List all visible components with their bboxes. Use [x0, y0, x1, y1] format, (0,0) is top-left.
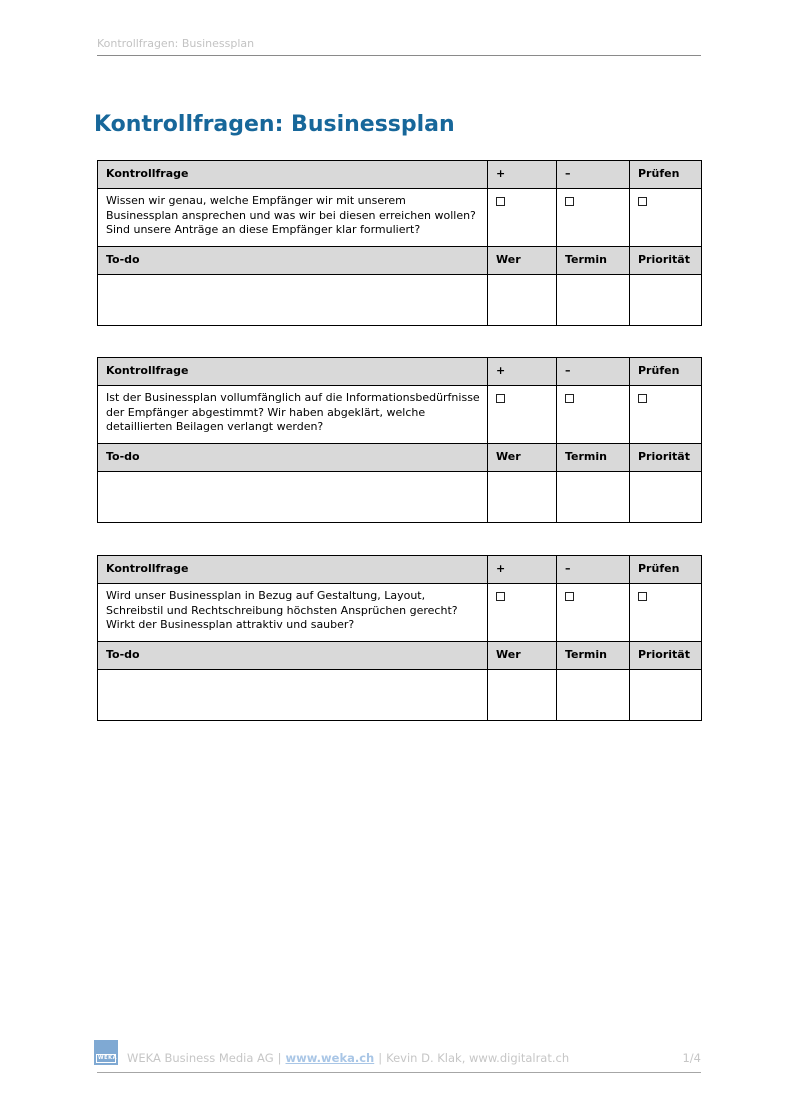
header-rule [97, 55, 701, 56]
termin-entry-cell [557, 472, 630, 523]
control-question-table-2 [97, 357, 701, 523]
checkbox-unchecked-icon [565, 197, 574, 206]
question-text: Wissen wir genau, welche Empfänger wir mit unserem Businessplan ansprechen und was wir bei diesen erreichen wollen? Sind unsere Anträge an diese Empfänger klar formuliert? [98, 189, 488, 247]
todo-entry-cell [98, 472, 488, 523]
termin-entry-cell [557, 275, 630, 326]
page-number: 1/4 [682, 1051, 701, 1065]
footer-separator: | [277, 1051, 282, 1065]
wer-column-header: Wer [488, 444, 557, 472]
minus-checkbox-cell [557, 386, 630, 444]
plus-column-header: + [488, 556, 557, 584]
termin-column-header: Termin [557, 444, 630, 472]
footer-company: WEKA Business Media AG [127, 1051, 274, 1065]
checkbox-unchecked-icon [638, 592, 647, 601]
pruefen-checkbox-cell [630, 189, 702, 247]
page-title: Kontrollfragen: Businessplan [94, 112, 455, 137]
wer-entry-cell [488, 670, 557, 721]
wer-entry-cell [488, 472, 557, 523]
wer-column-header: Wer [488, 247, 557, 275]
question-text: Wird unser Businessplan in Bezug auf Gestaltung, Layout, Schreibstil und Rechtschreibung höchsten Ansprüchen gerecht? Wirkt der Businessplan attraktiv und sauber? [98, 584, 488, 642]
prioritaet-entry-cell [630, 275, 702, 326]
plus-checkbox-cell [488, 189, 557, 247]
footer-rule [97, 1072, 701, 1073]
prioritaet-entry-cell [630, 670, 702, 721]
running-header: Kontrollfragen: Businessplan [97, 37, 255, 50]
question-column-header: Kontrollfrage [98, 358, 488, 386]
todo-entry-cell [98, 275, 488, 326]
prioritaet-column-header: Priorität [630, 444, 702, 472]
pruefen-checkbox-cell [630, 584, 702, 642]
todo-column-header: To-do [98, 247, 488, 275]
todo-column-header: To-do [98, 642, 488, 670]
footer-credits-line [127, 1051, 569, 1065]
control-question-table-3 [97, 555, 701, 721]
wer-entry-cell [488, 275, 557, 326]
todo-column-header: To-do [98, 444, 488, 472]
prioritaet-entry-cell [630, 472, 702, 523]
plus-checkbox-cell [488, 386, 557, 444]
footer-separator: | [378, 1051, 383, 1065]
termin-entry-cell [557, 670, 630, 721]
checkbox-unchecked-icon [565, 394, 574, 403]
checkbox-unchecked-icon [565, 592, 574, 601]
checkbox-unchecked-icon [496, 197, 505, 206]
prioritaet-column-header: Priorität [630, 247, 702, 275]
termin-column-header: Termin [557, 642, 630, 670]
wer-column-header: Wer [488, 642, 557, 670]
minus-column-header: – [557, 556, 630, 584]
pruefen-checkbox-cell [630, 386, 702, 444]
weka-logo-text: WEKA [98, 1055, 118, 1061]
checkbox-unchecked-icon [496, 394, 505, 403]
question-column-header: Kontrollfrage [98, 161, 488, 189]
todo-entry-cell [98, 670, 488, 721]
pruefen-column-header: Prüfen [630, 358, 702, 386]
question-text: Ist der Businessplan vollumfänglich auf die Informationsbedürfnisse der Empfänger abgestimmt? Wir haben abgeklärt, welche detaillierten Beilagen verlangt werden? [98, 386, 488, 444]
plus-column-header: + [488, 358, 557, 386]
pruefen-column-header: Prüfen [630, 556, 702, 584]
minus-checkbox-cell [557, 189, 630, 247]
checkbox-unchecked-icon [638, 197, 647, 206]
checkbox-unchecked-icon [496, 592, 505, 601]
minus-checkbox-cell [557, 584, 630, 642]
weka-logo [94, 1040, 118, 1065]
control-question-table-1 [97, 160, 701, 326]
pruefen-column-header: Prüfen [630, 161, 702, 189]
weka-link[interactable]: www.weka.ch [285, 1051, 375, 1065]
footer-author: Kevin D. Klak, www.digitalrat.ch [386, 1051, 570, 1065]
plus-checkbox-cell [488, 584, 557, 642]
checkbox-unchecked-icon [638, 394, 647, 403]
prioritaet-column-header: Priorität [630, 642, 702, 670]
minus-column-header: – [557, 161, 630, 189]
termin-column-header: Termin [557, 247, 630, 275]
question-column-header: Kontrollfrage [98, 556, 488, 584]
minus-column-header: – [557, 358, 630, 386]
plus-column-header: + [488, 161, 557, 189]
